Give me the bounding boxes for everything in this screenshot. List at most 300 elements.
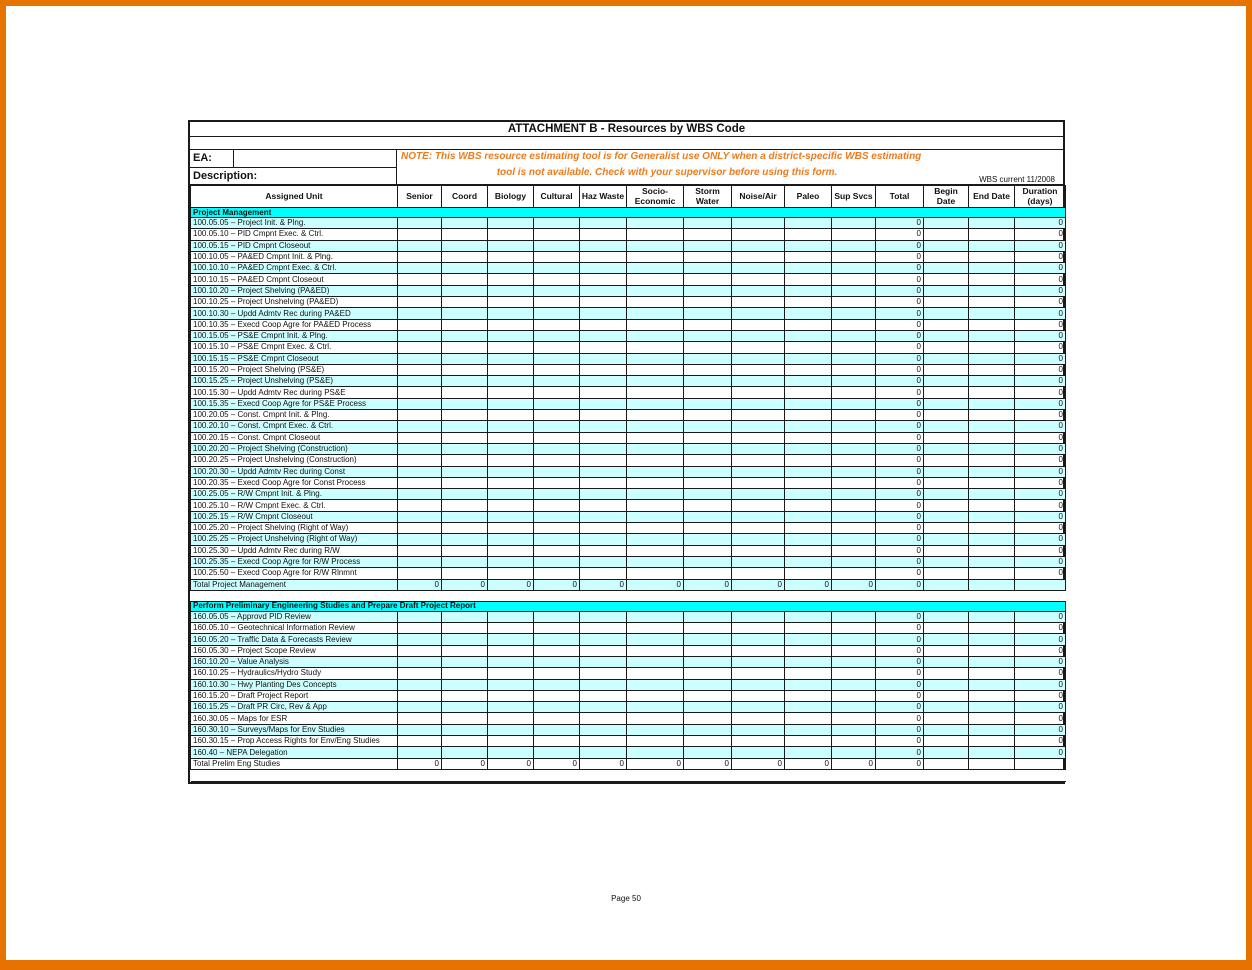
- resource-cell: [627, 747, 684, 758]
- resource-cell: [398, 500, 442, 511]
- resource-cell: [732, 387, 785, 398]
- resource-cell: [832, 218, 876, 229]
- duration-cell: 0: [1015, 724, 1066, 735]
- begin-date-cell: [924, 556, 969, 567]
- wbs-task-label: 100.25.05 – R/W Cmpnt Init. & Plng.: [191, 489, 398, 500]
- table-row: [191, 611, 1066, 622]
- resource-cell: [580, 455, 627, 466]
- resource-cell: [442, 455, 488, 466]
- resource-cell: [488, 330, 534, 341]
- resource-cell: [442, 285, 488, 296]
- duration-cell: 0: [1015, 523, 1066, 534]
- duration-cell: 0: [1015, 500, 1066, 511]
- resource-cell: [488, 229, 534, 240]
- duration-cell: 0: [1015, 690, 1066, 701]
- resource-cell: [627, 713, 684, 724]
- resource-cell: [627, 568, 684, 579]
- total-cell: 0: [876, 645, 924, 656]
- resource-cell: [534, 218, 580, 229]
- begin-date-cell: [924, 634, 969, 645]
- begin-date-cell: [924, 690, 969, 701]
- total-cell: 0: [876, 466, 924, 477]
- resource-cell: [580, 432, 627, 443]
- end-date-cell: [969, 690, 1015, 701]
- resource-cell: [534, 668, 580, 679]
- resource-cell: [534, 240, 580, 251]
- resource-cell: [442, 443, 488, 454]
- resource-cell: [785, 308, 832, 319]
- begin-date-cell: [924, 534, 969, 545]
- section-total-value: 0: [534, 758, 580, 769]
- resource-cell: [488, 713, 534, 724]
- resource-cell: [580, 702, 627, 713]
- resource-cell: [785, 747, 832, 758]
- resource-cell: [732, 736, 785, 747]
- resource-cell: [580, 218, 627, 229]
- resource-cell: [627, 240, 684, 251]
- resource-cell: [627, 679, 684, 690]
- resource-cell: [398, 455, 442, 466]
- resource-cell: [832, 455, 876, 466]
- table-row: [191, 319, 1066, 330]
- resource-cell: [580, 330, 627, 341]
- resource-cell: [785, 545, 832, 556]
- resource-cell: [832, 747, 876, 758]
- column-header-2: Coord: [442, 186, 488, 208]
- resource-cell: [785, 432, 832, 443]
- wbs-task-label: 100.10.15 – PA&ED Cmpnt Closeout: [191, 274, 398, 285]
- wbs-task-label: 160.30.15 – Prop Access Rights for Env/Eng Studies: [191, 736, 398, 747]
- resource-cell: [488, 466, 534, 477]
- resource-cell: [627, 634, 684, 645]
- resource-cell: [442, 523, 488, 534]
- resource-cell: [580, 477, 627, 488]
- duration-cell: 0: [1015, 656, 1066, 667]
- resource-cell: [832, 398, 876, 409]
- total-cell: 0: [876, 690, 924, 701]
- end-date-cell: [969, 568, 1015, 579]
- resource-cell: [684, 634, 732, 645]
- table-row: [191, 308, 1066, 319]
- column-header-7: Storm Water: [684, 186, 732, 208]
- wbs-task-label: 100.20.30 – Updd Admtv Rec during Const: [191, 466, 398, 477]
- resource-cell: [684, 568, 732, 579]
- resource-cell: [627, 364, 684, 375]
- resource-cell: [684, 645, 732, 656]
- resource-cell: [732, 319, 785, 330]
- resource-cell: [627, 263, 684, 274]
- resource-cell: [832, 690, 876, 701]
- total-cell: 0: [876, 353, 924, 364]
- resource-cell: [627, 251, 684, 262]
- section-total-value: 0: [627, 579, 684, 590]
- resource-cell: [732, 218, 785, 229]
- resource-cell: [580, 251, 627, 262]
- resource-cell: [832, 634, 876, 645]
- duration-cell: 0: [1015, 218, 1066, 229]
- resource-cell: [732, 656, 785, 667]
- resource-cell: [534, 353, 580, 364]
- resource-cell: [488, 679, 534, 690]
- resource-cell: [785, 353, 832, 364]
- table-row: [191, 534, 1066, 545]
- table-row: [191, 724, 1066, 735]
- section-total-value: 0: [398, 758, 442, 769]
- table-row: [191, 466, 1066, 477]
- resource-cell: [534, 455, 580, 466]
- end-date-cell: [969, 523, 1015, 534]
- end-date-cell: [969, 285, 1015, 296]
- table-row: [191, 240, 1066, 251]
- resource-cell: [832, 656, 876, 667]
- resource-cell: [732, 724, 785, 735]
- resource-cell: [580, 568, 627, 579]
- begin-date-cell: [924, 466, 969, 477]
- resource-cell: [732, 523, 785, 534]
- resource-cell: [398, 229, 442, 240]
- begin-date-cell: [924, 263, 969, 274]
- resource-cell: [832, 556, 876, 567]
- resource-cell: [488, 218, 534, 229]
- resource-cell: [684, 489, 732, 500]
- resource-cell: [398, 308, 442, 319]
- wbs-task-label: 160.05.20 – Traffic Data & Forecasts Review: [191, 634, 398, 645]
- end-date-cell: [969, 702, 1015, 713]
- resource-cell: [684, 545, 732, 556]
- table-row: [191, 634, 1066, 645]
- begin-date-cell: [924, 724, 969, 735]
- resource-cell: [732, 353, 785, 364]
- begin-date-cell: [924, 758, 969, 769]
- duration-cell: 0: [1015, 387, 1066, 398]
- end-date-cell: [969, 579, 1015, 590]
- resource-cell: [488, 387, 534, 398]
- resource-cell: [785, 623, 832, 634]
- duration-cell: 0: [1015, 477, 1066, 488]
- resource-cell: [580, 500, 627, 511]
- resource-cell: [398, 736, 442, 747]
- resource-cell: [580, 534, 627, 545]
- section-header-row: [191, 208, 1066, 218]
- resource-cell: [442, 364, 488, 375]
- resource-cell: [534, 229, 580, 240]
- resource-cell: [398, 713, 442, 724]
- resource-cell: [785, 736, 832, 747]
- resource-cell: [442, 376, 488, 387]
- resource-cell: [785, 500, 832, 511]
- resource-cell: [627, 353, 684, 364]
- resource-cell: [732, 679, 785, 690]
- table-row: [191, 421, 1066, 432]
- resource-cell: [398, 611, 442, 622]
- resource-cell: [684, 263, 732, 274]
- resource-cell: [732, 511, 785, 522]
- resource-cell: [398, 421, 442, 432]
- resource-cell: [534, 477, 580, 488]
- resource-cell: [534, 623, 580, 634]
- table-row: [191, 297, 1066, 308]
- wbs-task-label: 100.10.05 – PA&ED Cmpnt Init. & Plng.: [191, 251, 398, 262]
- duration-cell: 0: [1015, 645, 1066, 656]
- duration-cell: 0: [1015, 702, 1066, 713]
- duration-cell: 0: [1015, 274, 1066, 285]
- resource-cell: [832, 387, 876, 398]
- total-cell: 0: [876, 297, 924, 308]
- resource-cell: [732, 285, 785, 296]
- wbs-task-label: 160.15.20 – Draft Project Report: [191, 690, 398, 701]
- end-date-cell: [969, 466, 1015, 477]
- resource-cell: [398, 702, 442, 713]
- ea-label: EA:: [190, 150, 234, 168]
- resource-cell: [488, 319, 534, 330]
- resource-cell: [398, 443, 442, 454]
- resource-cell: [534, 364, 580, 375]
- resource-cell: [684, 398, 732, 409]
- wbs-task-label: 100.25.10 – R/W Cmpnt Exec. & Ctrl.: [191, 500, 398, 511]
- wbs-task-label: 100.20.05 – Const. Cmpnt Init. & Plng.: [191, 410, 398, 421]
- table-end-row: [191, 769, 1066, 781]
- resource-cell: [488, 534, 534, 545]
- section-total-row: [191, 758, 1066, 769]
- resource-cell: [832, 736, 876, 747]
- resource-cell: [488, 736, 534, 747]
- resource-cell: [785, 398, 832, 409]
- end-date-cell: [969, 645, 1015, 656]
- column-header-0: Assigned Unit: [191, 186, 398, 208]
- resource-cell: [785, 285, 832, 296]
- table-row: [191, 702, 1066, 713]
- resource-cell: [684, 690, 732, 701]
- resource-cell: [627, 668, 684, 679]
- duration-cell: 0: [1015, 342, 1066, 353]
- table-row: [191, 229, 1066, 240]
- resource-cell: [442, 713, 488, 724]
- resource-cell: [785, 713, 832, 724]
- begin-date-cell: [924, 240, 969, 251]
- column-header-3: Biology: [488, 186, 534, 208]
- resource-cell: [684, 713, 732, 724]
- resource-cell: [785, 523, 832, 534]
- resource-cell: [785, 229, 832, 240]
- resource-cell: [785, 364, 832, 375]
- end-date-cell: [969, 398, 1015, 409]
- resource-cell: [488, 443, 534, 454]
- section-total-value: 0: [442, 579, 488, 590]
- resource-cell: [684, 455, 732, 466]
- resource-cell: [627, 330, 684, 341]
- total-cell: 0: [876, 308, 924, 319]
- resource-cell: [488, 690, 534, 701]
- begin-date-cell: [924, 308, 969, 319]
- duration-cell: 0: [1015, 679, 1066, 690]
- total-cell: 0: [876, 443, 924, 454]
- total-cell: 0: [876, 611, 924, 622]
- begin-date-cell: [924, 229, 969, 240]
- resource-cell: [785, 297, 832, 308]
- begin-date-cell: [924, 679, 969, 690]
- resource-cell: [684, 387, 732, 398]
- resource-cell: [488, 285, 534, 296]
- resource-cell: [442, 690, 488, 701]
- total-cell: 0: [876, 263, 924, 274]
- begin-date-cell: [924, 747, 969, 758]
- duration-cell: 0: [1015, 713, 1066, 724]
- resource-cell: [732, 466, 785, 477]
- resource-cell: [785, 679, 832, 690]
- resource-cell: [732, 364, 785, 375]
- begin-date-cell: [924, 398, 969, 409]
- resource-cell: [398, 240, 442, 251]
- resource-cell: [398, 523, 442, 534]
- begin-date-cell: [924, 297, 969, 308]
- table-row: [191, 342, 1066, 353]
- duration-cell: 0: [1015, 432, 1066, 443]
- end-date-cell: [969, 623, 1015, 634]
- resource-cell: [488, 489, 534, 500]
- resource-cell: [832, 432, 876, 443]
- begin-date-cell: [924, 713, 969, 724]
- resource-cell: [785, 656, 832, 667]
- resource-cell: [732, 263, 785, 274]
- resource-cell: [534, 308, 580, 319]
- resource-cell: [732, 274, 785, 285]
- resource-cell: [488, 500, 534, 511]
- resource-cell: [684, 342, 732, 353]
- resource-cell: [534, 556, 580, 567]
- section-title: Perform Preliminary Engineering Studies and Prepare Draft Project Report: [191, 601, 1066, 611]
- resource-cell: [684, 364, 732, 375]
- resource-cell: [442, 421, 488, 432]
- resource-cell: [785, 455, 832, 466]
- wbs-task-label: 100.25.25 – Project Unshelving (Right of Way): [191, 534, 398, 545]
- resource-cell: [534, 376, 580, 387]
- end-date-cell: [969, 556, 1015, 567]
- begin-date-cell: [924, 611, 969, 622]
- resource-cell: [785, 477, 832, 488]
- resource-cell: [488, 645, 534, 656]
- resource-cell: [488, 353, 534, 364]
- begin-date-cell: [924, 319, 969, 330]
- table-row: [191, 364, 1066, 375]
- resource-cell: [488, 477, 534, 488]
- table-row: [191, 353, 1066, 364]
- resource-cell: [580, 240, 627, 251]
- table-row: [191, 330, 1066, 341]
- note-box: [397, 150, 1063, 185]
- resource-cell: [732, 421, 785, 432]
- end-date-cell: [969, 353, 1015, 364]
- resource-cell: [785, 556, 832, 567]
- end-date-cell: [969, 308, 1015, 319]
- end-date-cell: [969, 342, 1015, 353]
- resource-cell: [534, 724, 580, 735]
- begin-date-cell: [924, 443, 969, 454]
- total-cell: 0: [876, 432, 924, 443]
- duration-cell: 0: [1015, 308, 1066, 319]
- resource-cell: [732, 545, 785, 556]
- resource-cell: [488, 274, 534, 285]
- begin-date-cell: [924, 645, 969, 656]
- resource-cell: [398, 489, 442, 500]
- resource-cell: [442, 330, 488, 341]
- resource-cell: [832, 500, 876, 511]
- resource-cell: [398, 747, 442, 758]
- duration-cell: 0: [1015, 319, 1066, 330]
- resource-cell: [785, 240, 832, 251]
- resource-cell: [442, 489, 488, 500]
- table-row: [191, 455, 1066, 466]
- resource-cell: [732, 376, 785, 387]
- end-date-cell: [969, 263, 1015, 274]
- description-label: Description:: [190, 168, 397, 185]
- resource-cell: [398, 556, 442, 567]
- section-total-value: 0: [785, 579, 832, 590]
- wbs-task-label: 100.25.35 – Execd Coop Agre for R/W Process: [191, 556, 398, 567]
- table-row: [191, 523, 1066, 534]
- resource-cell: [785, 489, 832, 500]
- resource-cell: [488, 455, 534, 466]
- end-date-cell: [969, 251, 1015, 262]
- end-date-cell: [969, 240, 1015, 251]
- wbs-task-label: 100.25.30 – Updd Admtv Rec during R/W: [191, 545, 398, 556]
- table-row: [191, 679, 1066, 690]
- begin-date-cell: [924, 421, 969, 432]
- resource-cell: [398, 319, 442, 330]
- resource-cell: [684, 443, 732, 454]
- wbs-task-label: 100.10.35 – Execd Coop Agre for PA&ED Process: [191, 319, 398, 330]
- resource-cell: [398, 251, 442, 262]
- begin-date-cell: [924, 285, 969, 296]
- duration-cell: 0: [1015, 489, 1066, 500]
- resource-cell: [534, 285, 580, 296]
- total-cell: 0: [876, 376, 924, 387]
- resource-cell: [534, 432, 580, 443]
- resource-cell: [732, 668, 785, 679]
- ea-input[interactable]: [234, 150, 397, 168]
- table-row: [191, 668, 1066, 679]
- duration-cell: 0: [1015, 263, 1066, 274]
- resource-cell: [684, 308, 732, 319]
- resource-cell: [832, 679, 876, 690]
- resource-cell: [627, 308, 684, 319]
- resource-cell: [627, 702, 684, 713]
- total-cell: 0: [876, 747, 924, 758]
- resource-cell: [580, 747, 627, 758]
- duration-cell: 0: [1015, 747, 1066, 758]
- resource-cell: [442, 656, 488, 667]
- end-date-cell: [969, 534, 1015, 545]
- page-number: Page 50: [611, 894, 641, 903]
- section-total-value: 0: [832, 579, 876, 590]
- resource-cell: [534, 297, 580, 308]
- resource-cell: [832, 523, 876, 534]
- resource-cell: [534, 534, 580, 545]
- resource-cell: [442, 611, 488, 622]
- end-date-cell: [969, 274, 1015, 285]
- resource-cell: [580, 421, 627, 432]
- total-cell: 0: [876, 330, 924, 341]
- wbs-task-label: 100.10.30 – Updd Admtv Rec during PA&ED: [191, 308, 398, 319]
- resource-cell: [732, 623, 785, 634]
- wbs-task-label: 160.05.10 – Geotechnical Information Review: [191, 623, 398, 634]
- end-date-cell: [969, 376, 1015, 387]
- table-row: [191, 376, 1066, 387]
- resource-cell: [732, 432, 785, 443]
- resource-cell: [684, 240, 732, 251]
- end-date-cell: [969, 736, 1015, 747]
- resource-cell: [627, 500, 684, 511]
- resource-cell: [488, 398, 534, 409]
